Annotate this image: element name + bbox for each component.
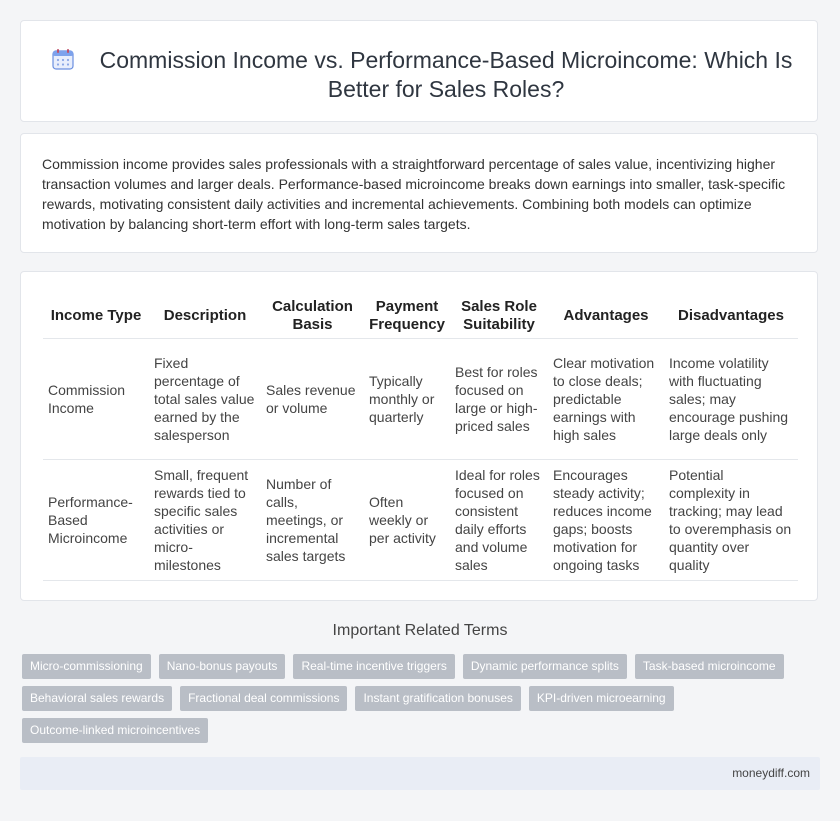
comparison-table — [43, 292, 798, 581]
related-term-tag[interactable]: Instant gratification bonuses — [355, 686, 520, 711]
related-term-tag[interactable]: Dynamic performance splits — [463, 654, 627, 679]
related-term-tag[interactable]: Behavioral sales rewards — [22, 686, 172, 711]
header-advantages: Advantages — [548, 292, 664, 339]
header-calculation-basis: Calculation Basis — [261, 292, 364, 339]
header-disadvantages: Disadvantages — [664, 292, 798, 339]
related-term-tag[interactable]: Fractional deal commissions — [180, 686, 347, 711]
related-term-tag[interactable]: Micro-commissioning — [22, 654, 151, 679]
related-terms-list — [22, 654, 812, 743]
table-cell: Ideal for roles focused on consistent daily efforts and volume sales — [450, 460, 548, 581]
related-term-tag[interactable]: Nano-bonus payouts — [159, 654, 286, 679]
related-term-tag[interactable]: KPI-driven microearning — [529, 686, 674, 711]
footer — [20, 757, 820, 790]
calendar-icon — [51, 47, 75, 71]
table-cell: Small, frequent rewards tied to specific sales activities or micro-milestones — [149, 460, 261, 581]
table-cell: Fixed percentage of total sales value earned by the salesperson — [149, 339, 261, 460]
table-cell: Sales revenue or volume — [261, 339, 364, 460]
comparison-table-card — [20, 271, 818, 601]
table-cell: Performance-Based Microincome — [43, 460, 149, 581]
header-payment-frequency: Payment Frequency — [364, 292, 450, 339]
table-cell: Potential complexity in tracking; may lead to overemphasis on quantity over quality — [664, 460, 798, 581]
table-cell: Often weekly or per activity — [364, 460, 450, 581]
table-cell: Commission Income — [43, 339, 149, 460]
intro-card — [20, 133, 818, 253]
table-cell: Clear motivation to close deals; predictable earnings with high sales — [548, 339, 664, 460]
table-header-row — [43, 292, 798, 339]
related-term-tag[interactable]: Task-based microincome — [635, 654, 784, 679]
header-sales-role-suitability: Sales Role Suitability — [450, 292, 548, 339]
table-cell: Best for roles focused on large or high-priced sales — [450, 339, 548, 460]
table-cell: Number of calls, meetings, or incremental sales targets — [261, 460, 364, 581]
table-cell: Encourages steady activity; reduces income gaps; boosts motivation for ongoing tasks — [548, 460, 664, 581]
table-row — [43, 339, 798, 460]
table-row — [43, 460, 798, 581]
page-title: Commission Income vs. Performance-Based Microincome: Which Is Better for Sales Roles? — [99, 47, 793, 102]
table-cell: Income volatility with fluctuating sales; may encourage pushing large deals only — [664, 339, 798, 460]
header-description: Description — [149, 292, 261, 339]
related-term-tag[interactable]: Real-time incentive triggers — [293, 654, 454, 679]
header-income-type: Income Type — [43, 292, 149, 339]
table-cell: Typically monthly or quarterly — [364, 339, 450, 460]
intro-text: Commission income provides sales professionals with a straightforward percentage of sales value, incentivizing higher transaction volumes and larger deals. Performance-based microincome breaks down earnings into smaller, task-specific rewards, motivating consistent daily activities and incremental achievements. Combining both models can optimize motivation by balancing short-term effort with long-term sales targets. — [42, 156, 786, 232]
footer-site-link[interactable]: moneydiff.com — [732, 766, 810, 780]
header-card — [20, 20, 818, 122]
related-term-tag[interactable]: Outcome-linked microincentives — [22, 718, 208, 743]
related-terms-title: Important Related Terms — [332, 622, 508, 639]
